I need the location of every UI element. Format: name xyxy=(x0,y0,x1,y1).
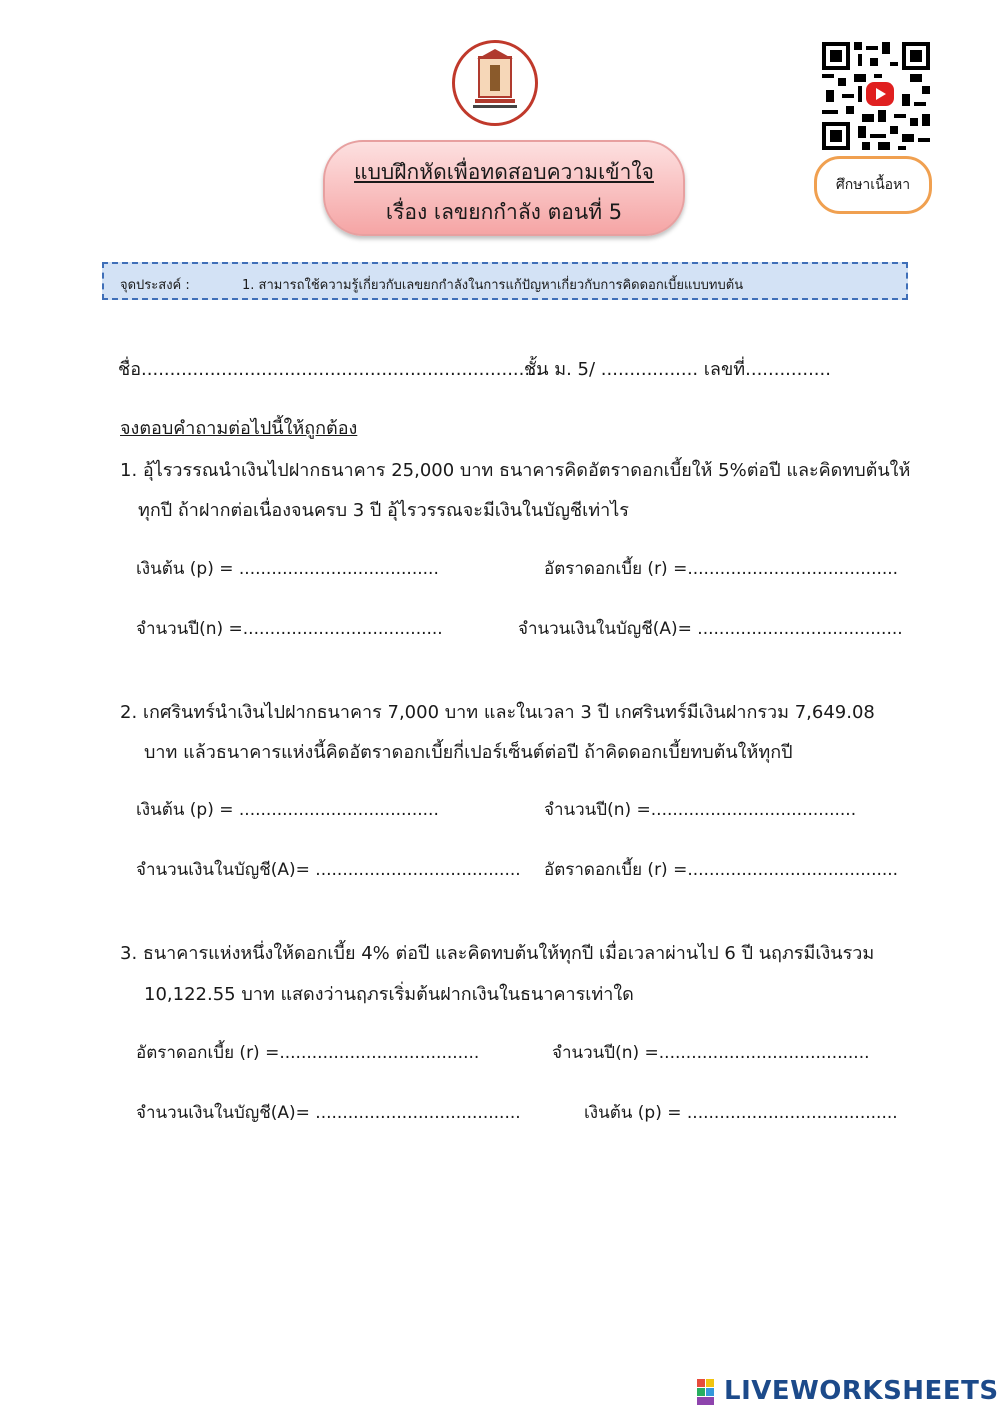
student-name-field[interactable]: ชื่อ...................................................................... xyxy=(118,359,542,380)
worksheet-subtitle: เรื่อง เลขยกกำลัง ตอนที่ 5 xyxy=(385,200,623,224)
q2-text-line2: บาท แล้วธนาคารแห่งนี้คิดอัตราดอกเบี้ยกี่เปอร์เซ็นต์ต่อปี ถ้าคิดดอกเบี้ยทบต้นให้ทุกปี xyxy=(144,742,793,763)
q1-principal-field[interactable]: เงินต้น (p) = ..................................... xyxy=(136,559,439,579)
qr-code-icon[interactable] xyxy=(822,42,930,150)
q1-rate-field[interactable]: อัตราดอกเบี้ย (r) =....................................... xyxy=(544,559,899,579)
q3-years-field[interactable]: จำนวนปี(n) =....................................... xyxy=(552,1043,870,1063)
school-emblem-icon xyxy=(452,40,538,126)
q3-amount-field[interactable]: จำนวนเงินในบัญชี(A)= ...................................... xyxy=(136,1103,521,1123)
study-content-button[interactable] xyxy=(814,156,932,214)
q2-rate-field[interactable]: อัตราดอกเบี้ย (r) =....................................... xyxy=(544,860,899,880)
q1-years-field[interactable]: จำนวนปี(n) =..................................... xyxy=(136,619,443,639)
q3-principal-field[interactable]: เงินต้น (p) = ....................................... xyxy=(584,1103,898,1123)
worksheet-title-box xyxy=(323,140,685,236)
instruction-heading: จงตอบคำถามต่อไปนี้ให้ถูกต้อง xyxy=(120,418,358,439)
objective-box xyxy=(102,262,908,300)
q3-rate-field[interactable]: อัตราดอกเบี้ย (r) =..................................... xyxy=(136,1043,480,1063)
q1-text-line2: ทุกปี ถ้าฝากต่อเนื่องจนครบ 3 ปี อุ้ไรวรรณจะมีเงินในบัญชีเท่าไร xyxy=(138,500,629,521)
liveworksheets-logo-icon xyxy=(697,1379,723,1405)
liveworksheets-brand[interactable]: LIVEWORKSHEETS xyxy=(724,1376,999,1406)
q2-years-field[interactable]: จำนวนปี(n) =...................................... xyxy=(544,800,857,820)
student-class-field[interactable]: ชั้น ม. 5/ ................. เลขที่............... xyxy=(524,359,831,380)
study-content-label: ศึกษาเนื้อหา xyxy=(835,177,911,193)
q1-amount-field[interactable]: จำนวนเงินในบัญชี(A)= ...................................... xyxy=(518,619,903,639)
q2-text-line1: 2. เกศรินทร์นำเงินไปฝากธนาคาร 7,000 บาท และในเวลา 3 ปี เกศรินทร์มีเงินฝากรวม 7,649.08 xyxy=(120,702,875,723)
objective-label: จุดประสงค์ : xyxy=(120,278,190,293)
objective-text: 1. สามารถใช้ความรู้เกี่ยวกับเลขยกกำลังในการแก้ปัญหาเกี่ยวกับการคิดดอกเบี้ยแบบทบต้น xyxy=(242,278,744,293)
q3-text-line1: 3. ธนาคารแห่งหนึ่งให้ดอกเบี้ย 4% ต่อปี และคิดทบต้นให้ทุกปี เมื่อเวลาผ่านไป 6 ปี นฤภรมีเงินรวม xyxy=(120,943,875,964)
q2-principal-field[interactable]: เงินต้น (p) = ..................................... xyxy=(136,800,439,820)
worksheet-title: แบบฝึกหัดเพื่อทดสอบความเข้าใจ xyxy=(354,160,654,184)
q2-amount-field[interactable]: จำนวนเงินในบัญชี(A)= ...................................... xyxy=(136,860,521,880)
q3-text-line2: 10,122.55 บาท แสดงว่านฤภรเริ่มต้นฝากเงินในธนาคารเท่าใด xyxy=(144,984,634,1005)
q1-text-line1: 1. อุ้ไรวรรณนำเงินไปฝากธนาคาร 25,000 บาท ธนาคารคิดอัตราดอกเบี้ยให้ 5%ต่อปี และคิดทบต้นให้ xyxy=(120,460,911,481)
